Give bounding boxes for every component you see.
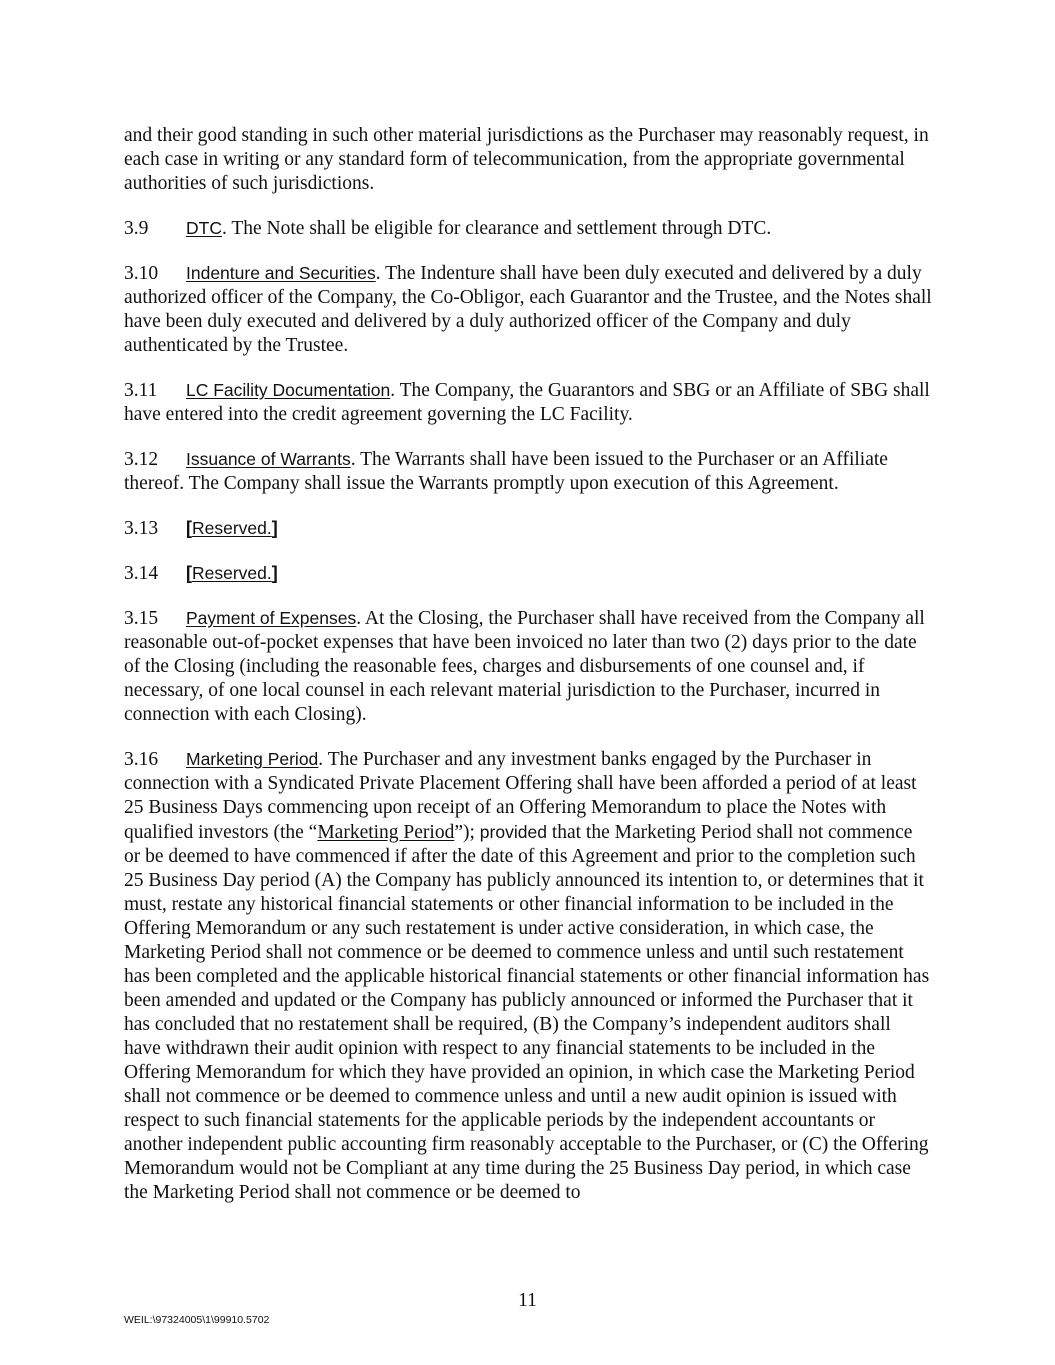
- section-number: 3.11: [124, 380, 158, 401]
- section-text: ”);: [454, 822, 480, 843]
- section-text: . The Warrants shall have been issued to the Purchaser or an Affiliate thereof. The Company shall issue the Warrants promptly upon execution of this Agreement.: [124, 449, 888, 494]
- section-number: 3.13: [124, 518, 159, 539]
- section-number: 3.10: [124, 263, 159, 284]
- section-heading: Marketing Period: [186, 749, 319, 769]
- section-text: . The Indenture shall have been duly executed and delivered by a duly authorized officer of the Company, the Co-Obligor, each Guarantor and the Trustee, and the Notes shall have been duly executed and delivered by a duly authorized officer of the Company and duly authenticated by the Trustee.: [124, 263, 932, 356]
- section-3-11: [124, 378, 932, 427]
- section-3-14: [124, 561, 932, 586]
- section-text: . The Note shall be eligible for clearance and settlement through DTC.: [221, 218, 772, 239]
- section-heading: DTC: [186, 218, 222, 238]
- section-heading: Reserved.: [192, 518, 272, 538]
- section-3-9: [124, 216, 932, 241]
- section-text: . The Purchaser and any investment banks engaged by the Purchaser in connection with a Syndicated Private Placement Offering shall have been afforded a period of at least 25 Business Days commencing upon receipt of an Offering Memorandum to place the Notes with qualified investors (the “: [124, 749, 917, 843]
- page-number: 11: [518, 1290, 537, 1311]
- open-bracket: [: [186, 563, 192, 583]
- section-number: 3.16: [124, 749, 159, 770]
- defined-term: Marketing Period: [317, 822, 455, 843]
- document-id: WEIL:\97324005\1\99910.5702: [124, 1314, 270, 1326]
- section-3-12: [124, 447, 932, 496]
- section-heading: LC Facility Documentation: [186, 380, 391, 400]
- section-3-15: [124, 606, 932, 727]
- section-number: 3.15: [124, 608, 159, 629]
- section-heading: Reserved.: [192, 563, 272, 583]
- section-number: 3.9: [124, 218, 149, 239]
- section-number: 3.12: [124, 449, 159, 470]
- continuation-paragraph: and their good standing in such other material jurisdictions as the Purchaser may reasonably request, in each case in writing or any standard form of telecommunication, from the appropriate governmental authorities of such jurisdictions.: [124, 125, 929, 194]
- proviso-word: provided: [479, 822, 547, 842]
- section-number: 3.14: [124, 563, 159, 584]
- section-heading: Issuance of Warrants: [186, 449, 351, 469]
- section-text: . At the Closing, the Purchaser shall have received from the Company all reasonable out-of-pocket expenses that have been invoiced no later than two (2) days prior to the date of the Closing (including the reasonable fees, charges and disbursements of one counsel and, if necessary, of one local counsel in each relevant material jurisdiction to the Purchaser, incurred in connection with each Closing).: [124, 608, 925, 725]
- document-body: [124, 124, 932, 1225]
- section-3-16: [124, 747, 932, 1205]
- section-text: . The Company, the Guarantors and SBG or an Affiliate of SBG shall have entered into the credit agreement governing the LC Facility.: [124, 380, 930, 425]
- section-text: that the Marketing Period shall not commence or be deemed to have commenced if after the date of this Agreement and prior to the completion such 25 Business Day period (A) the Company has publicly announced its intention to, or determines that it must, restate any historical financial statements or other financial information to be included in the Offering Memorandum or any such restatement is under active consideration, in which case, the Marketing Period shall not commence or be deemed to commence unless and until such restatement has been completed and the applicable historical financial statements or other financial information has been amended and updated or the Company has publicly announced or informed the Purchaser that it has concluded that no restatement shall be required, (B) the Company’s independent auditors shall have withdrawn their audit opinion with respect to any financial statements to be included in the Offering Memorandum for which they have provided an opinion, in which case the Marketing Period shall not commence or be deemed to commence unless and until a new audit opinion is issued with respect to such financial statements for the applicable periods by the independent accountants or another independent public accounting firm reasonably acceptable to the Purchaser, or (C) the Offering Memorandum would not be Compliant at any time during the 25 Business Day period, in which case the Marketing Period shall not commence or be deemed to: [124, 822, 930, 1203]
- close-bracket: ]: [271, 518, 278, 538]
- section-3-13: [124, 516, 932, 541]
- section-heading: Payment of Expenses: [186, 608, 357, 628]
- section-3-10: [124, 261, 932, 358]
- close-bracket: ]: [271, 563, 278, 583]
- open-bracket: [: [186, 518, 192, 538]
- section-heading: Indenture and Securities: [186, 263, 376, 283]
